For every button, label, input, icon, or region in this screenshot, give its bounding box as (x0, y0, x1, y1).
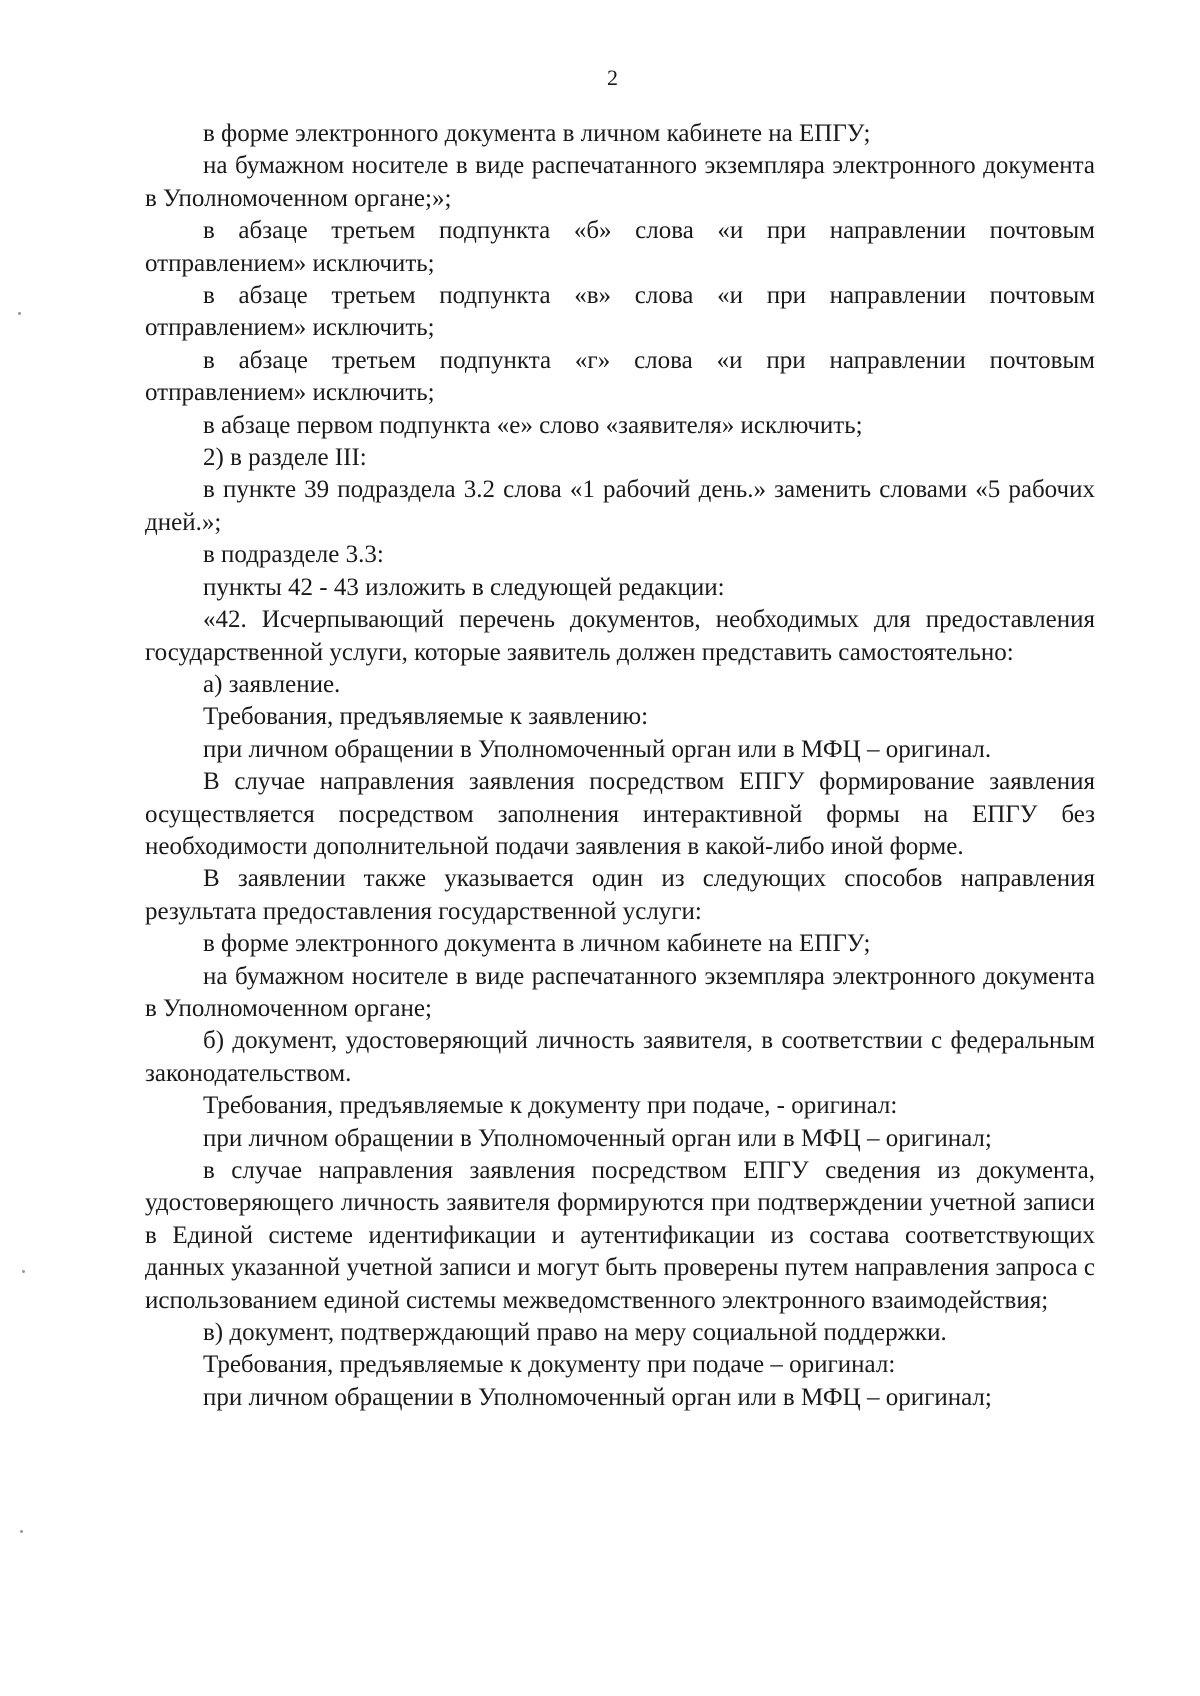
paragraph: в случае направления заявления посредством ЕПГУ сведения из документа, удостоверяющего личность заявителя формируются при подтверждении учетной записи в Единой системе идентификации и аутентификации из состава соответствующих данных указанной учетной записи и могут быть проверены путем направления запроса с использованием единой системы межведомственного электронного взаимодействия; (145, 1157, 1095, 1314)
page-number: 2 (607, 65, 618, 90)
paragraph: пункты 42 - 43 изложить в следующей редакции: (203, 573, 725, 601)
document-body (145, 118, 1095, 1414)
paragraph: в подразделе 3.3: (203, 541, 384, 569)
paragraph: «42. Исчерпывающий перечень документов, необходимых для предоставления государственной услуги, которые заявитель должен представить самостоятельно: (145, 606, 1095, 666)
paragraph: при личном обращении в Уполномоченный орган или в МФЦ – оригинал. (203, 735, 992, 763)
paragraph: на бумажном носителе в виде распечатанного экземпляра электронного документа в Уполномоченном органе; (145, 962, 1095, 1022)
paragraph: в) документ, подтверждающий право на меру социальной поддержки. (203, 1319, 947, 1347)
paragraph: при личном обращении в Уполномоченный орган или в МФЦ – оригинал; (203, 1124, 992, 1152)
paragraph: в форме электронного документа в личном кабинете на ЕПГУ; (203, 930, 871, 958)
paragraph: Требования, предъявляемые к документу при подаче – оригинал: (203, 1351, 896, 1379)
paragraph: 2) в разделе III: (203, 444, 367, 472)
paragraph: в абзаце третьем подпункта «г» слова «и при направлении почтовым отправлением» исключить; (145, 346, 1095, 407)
scan-speck (20, 1530, 23, 1533)
paragraph: б) документ, удостоверяющий личность заявителя, в соответствии с федеральным законодательством. (145, 1027, 1095, 1087)
paragraph: в форме электронного документа в личном кабинете на ЕПГУ; (203, 120, 871, 147)
paragraph: в абзаце третьем подпункта «б» слова «и при направлении почтовым отправлением» исключить; (145, 217, 1095, 277)
paragraph: Требования, предъявляемые к документу при подаче, - оригинал: (203, 1092, 898, 1120)
paragraph: Требования, предъявляемые к заявлению: (203, 703, 649, 731)
paragraph: в пункте 39 подраздела 3.2 слова «1 рабочий день.» заменить словами «5 рабочих дней.»; (145, 476, 1095, 536)
paragraph: при личном обращении в Уполномоченный орган или в МФЦ – оригинал; (203, 1383, 992, 1411)
paragraph: а) заявление. (203, 670, 341, 698)
paragraph: В заявлении также указывается один из следующих способов направления результата предоставления государственной услуги: (145, 865, 1095, 925)
scan-speck (22, 1270, 25, 1273)
paragraph: В случае направления заявления посредством ЕПГУ формирование заявления осуществляется посредством заполнения интерактивной формы на ЕПГУ без необходимости дополнительной подачи заявления в какой-либо иной форме. (145, 768, 1095, 860)
scan-speck (18, 312, 21, 315)
paragraph: в абзаце третьем подпункта «в» слова «и при направлении почтовым отправлением» исключить; (145, 282, 1095, 342)
paragraph: в абзаце первом подпункта «е» слово «заявителя» исключить; (203, 411, 863, 439)
paragraph: на бумажном носителе в виде распечатанного экземпляра электронного документа в Уполномоченном органе;»; (145, 152, 1095, 212)
